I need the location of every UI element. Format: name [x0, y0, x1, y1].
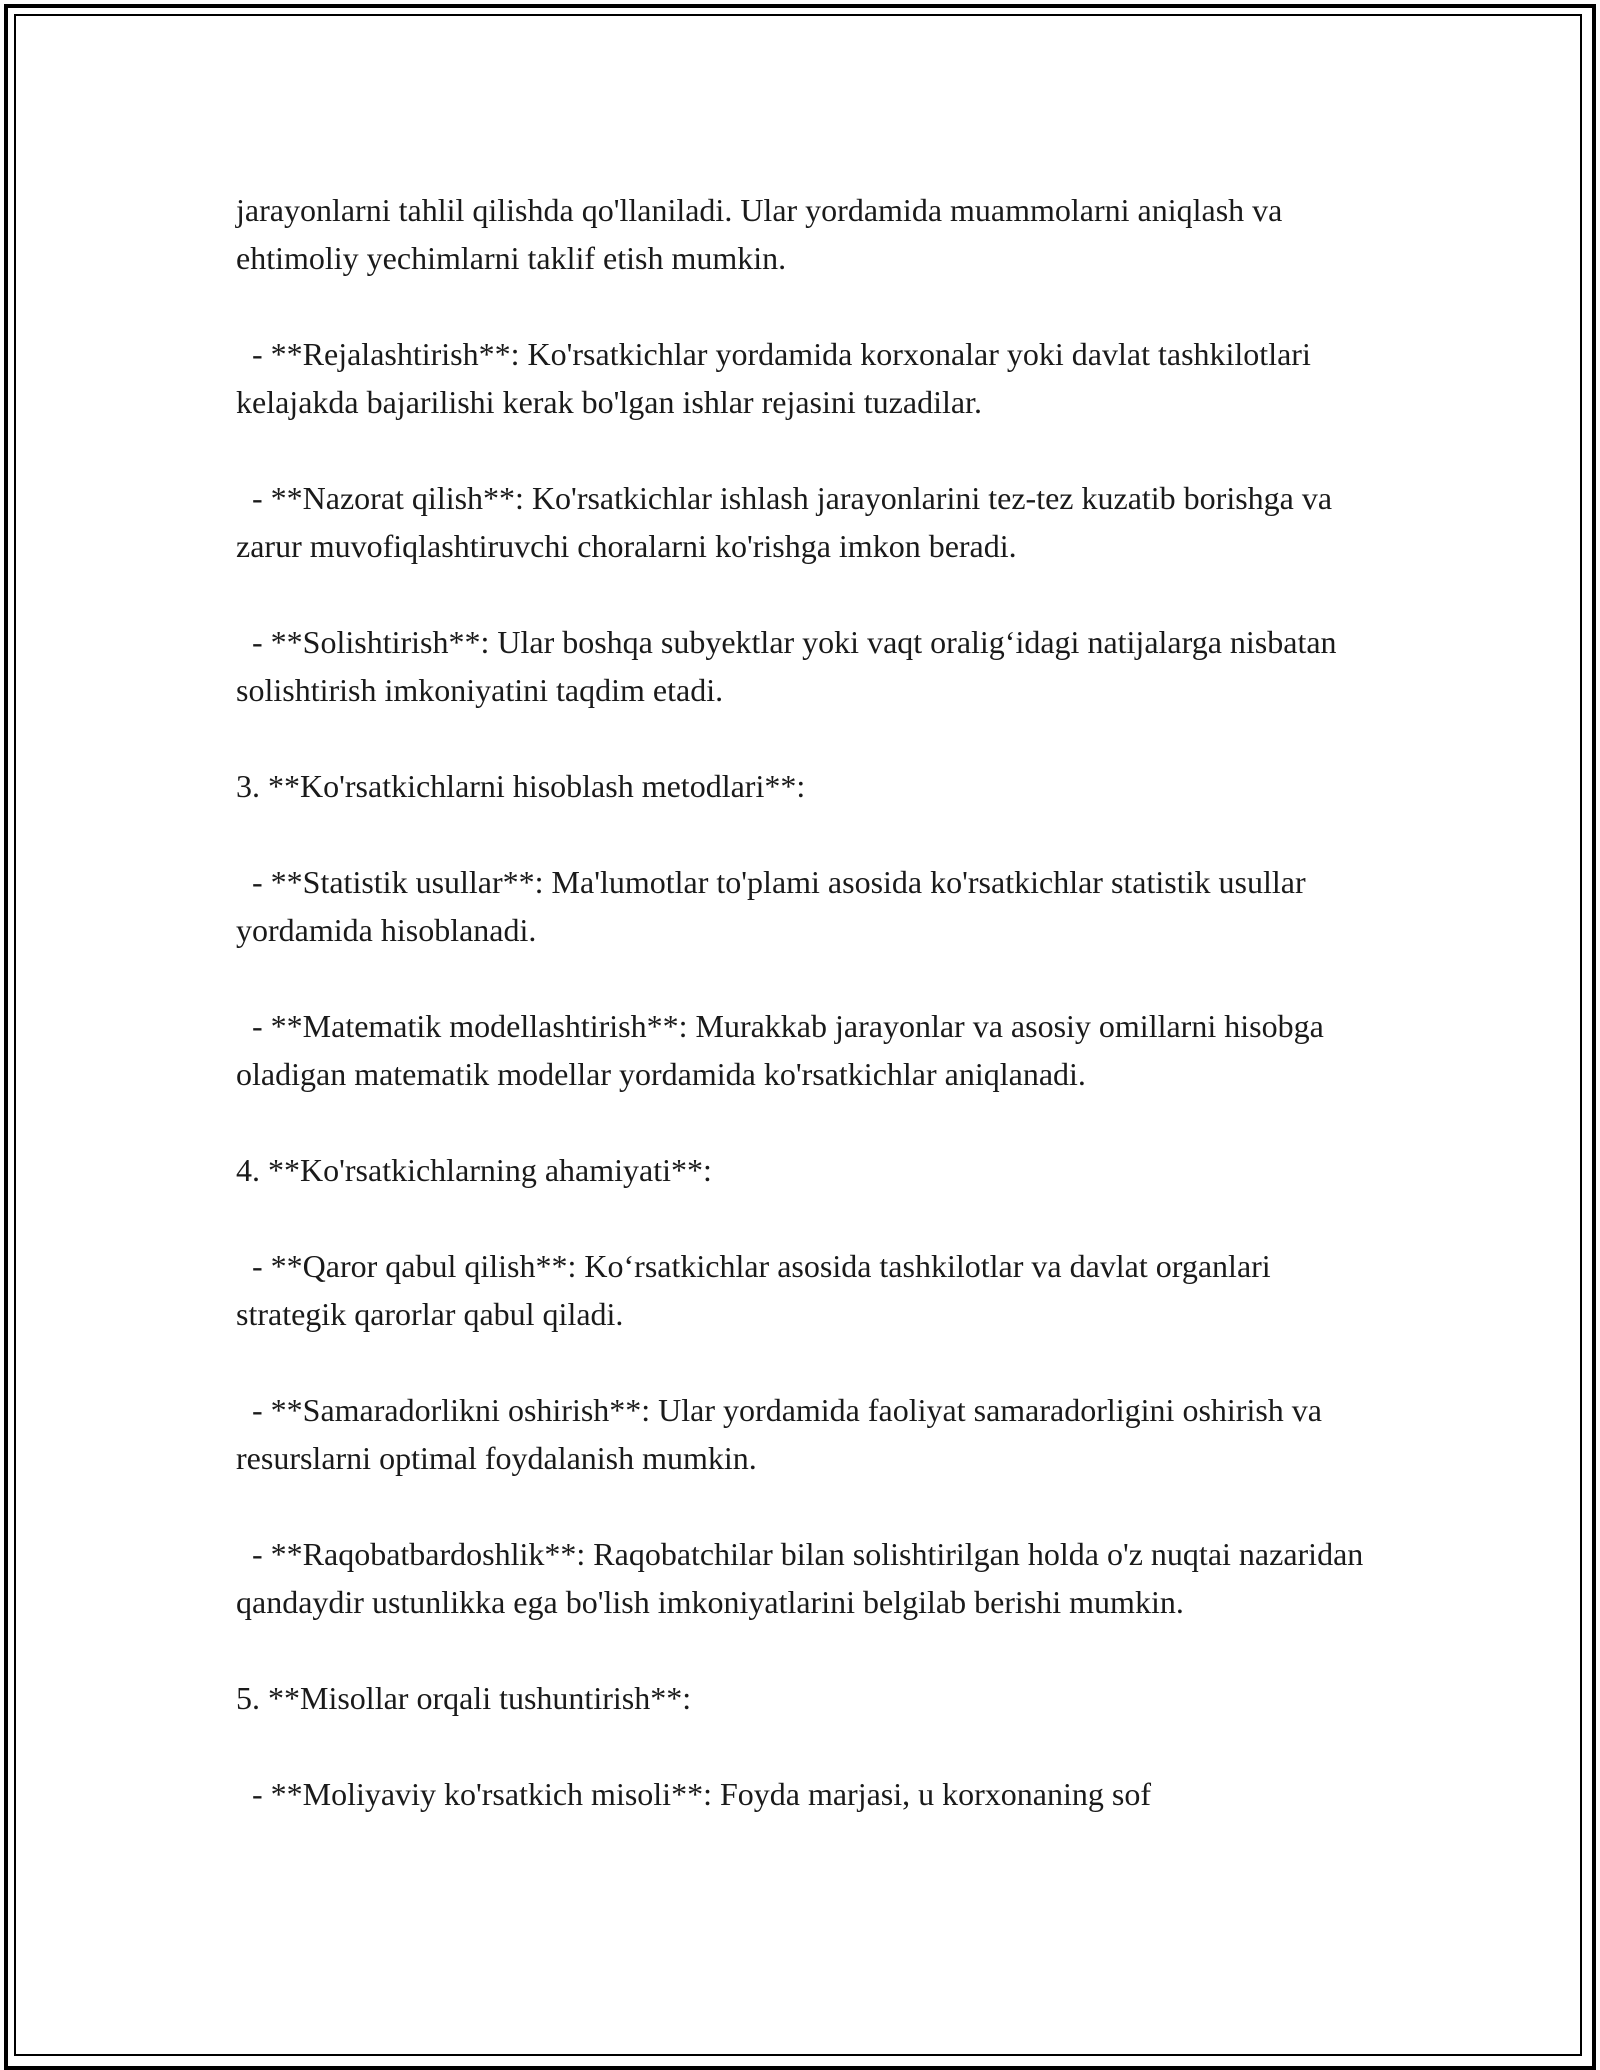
paragraph-moliyaviy-korsatkich: - **Moliyaviy ko'rsatkich misoli**: Foyda marjasi, u korxonaning sof	[236, 1776, 1151, 1812]
paragraph-intro-continuation: jarayonlarni tahlil qilishda qo'llaniladi. Ular yordamida muammolarni aniqlash va ehtimoliy yechimlarni taklif etish mumkin.	[236, 192, 1291, 276]
paragraph-raqobatbardoshlik: - **Raqobatbardoshlik**: Raqobatchilar bilan solishtirilgan holda o'z nuqtai nazaridan qandaydir ustunlikka ega bo'lish imkoniyatlarini belgilab berishi mumkin.	[236, 1536, 1372, 1620]
section-heading-4: 4. **Ko'rsatkichlarning ahamiyati**:	[236, 1152, 712, 1188]
paragraph-solishtirish: - **Solishtirish**: Ular boshqa subyektlar yoki vaqt oralig‘idagi natijalarga nisbatan solishtirish imkoniyatini taqdim etadi.	[236, 624, 1345, 708]
section-heading-3: 3. **Ko'rsatkichlarni hisoblash metodlari**:	[236, 768, 806, 804]
paragraph-statistik-usullar: - **Statistik usullar**: Ma'lumotlar to'plami asosida ko'rsatkichlar statistik usullar yordamida hisoblanadi.	[236, 864, 1314, 948]
paragraph-qaror-qabul-qilish: - **Qaror qabul qilish**: Ko‘rsatkichlar asosida tashkilotlar va davlat organlari strategik qarorlar qabul qiladi.	[236, 1248, 1279, 1332]
document-body	[236, 186, 1386, 1818]
paragraph-samaradorlikni-oshirish: - **Samaradorlikni oshirish**: Ular yordamida faoliyat samaradorligini oshirish va resurslarni optimal foydalanish mumkin.	[236, 1392, 1330, 1476]
paragraph-nazorat-qilish: - **Nazorat qilish**: Ko'rsatkichlar ishlash jarayonlarini tez-tez kuzatib borishga va zarur muvofiqlashtiruvchi choralarni ko'rishga imkon beradi.	[236, 480, 1341, 564]
paragraph-rejalashtirish: - **Rejalashtirish**: Ko'rsatkichlar yordamida korxonalar yoki davlat tashkilotlari kelajakda bajarilishi kerak bo'lgan ishlar rejasini tuzadilar.	[236, 336, 1319, 420]
paragraph-matematik-modellashtirish: - **Matematik modellashtirish**: Murakkab jarayonlar va asosiy omillarni hisobga oladigan matematik modellar yordamida ko'rsatkichlar aniqlanadi.	[236, 1008, 1332, 1092]
section-heading-5: 5. **Misollar orqali tushuntirish**:	[236, 1680, 692, 1716]
